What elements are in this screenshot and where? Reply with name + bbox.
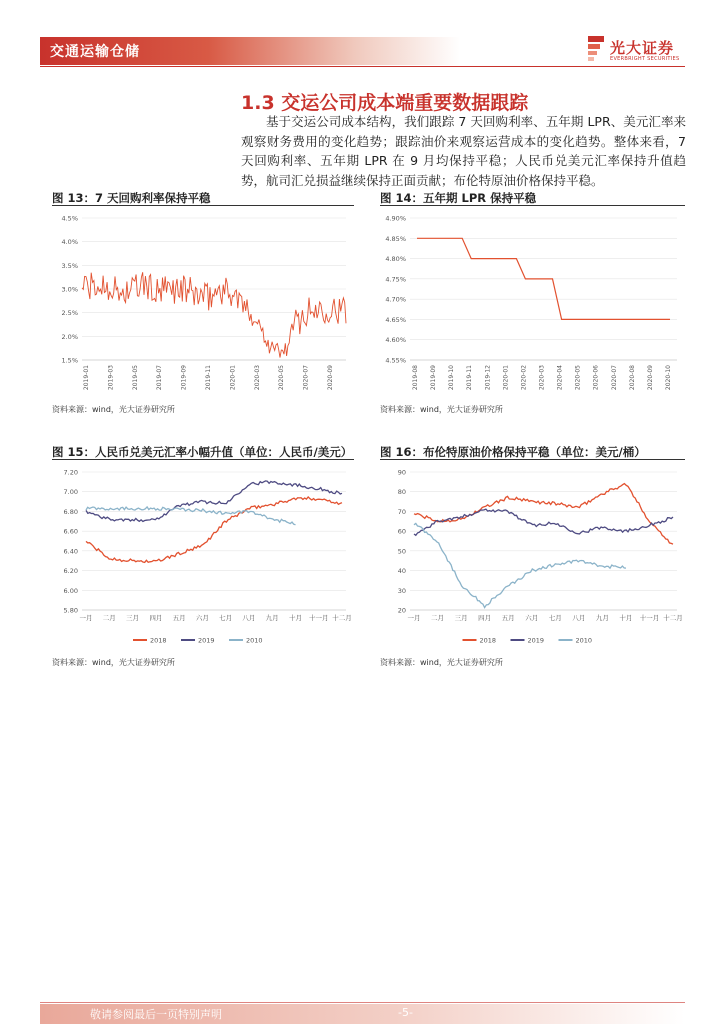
fx-ytick-label: 6.40 [63,547,78,556]
lpr-xtick-label: 2019-12 [484,365,492,391]
oil-ytick-label: 40 [397,567,406,576]
lpr-ytick-label: 4.65% [385,315,406,324]
figure-16-rule [380,459,685,460]
oil-ytick-label: 60 [397,527,406,536]
oil-xtick-label: 九月 [595,614,609,622]
lpr-xtick-label: 2020-04 [556,365,564,391]
repo-xtick-label: 2019-03 [107,365,115,391]
repo-series-line [82,272,346,357]
figure-14-rule [380,205,685,206]
oil-ytick-label: 90 [397,468,406,477]
oil-xtick-label: 十一月 [639,614,660,622]
oil-legend-label-2010: 2010 [575,636,593,645]
logo-text-cn: 光大证券 [610,39,675,57]
chart-usdcny [52,462,354,650]
brand-logo [588,36,688,66]
repo-ytick-label: 2.5% [61,309,78,318]
fx-xtick-label: 十月 [288,614,302,622]
oil-xtick-label: 一月 [407,614,421,622]
repo-xtick-label: 2020-03 [253,365,261,391]
oil-xtick-label: 十月 [619,614,633,622]
lpr-ytick-label: 4.60% [385,336,406,345]
oil-xtick-label: 六月 [525,614,539,622]
fx-xtick-label: 八月 [242,614,256,622]
header-section-label: 交通运输仓储 [50,44,140,60]
fx-xtick-label: 四月 [149,614,163,622]
oil-xtick-label: 二月 [431,614,445,622]
logo-text-en: EVERBRIGHT SECURITIES [610,56,680,62]
figure-16-title: 图 16：布伦特原油价格保持平稳（单位：美元/桶） [380,445,646,459]
oil-xtick-label: 五月 [501,614,515,622]
repo-xtick-label: 2020-09 [327,365,334,391]
header-divider [40,66,685,67]
repo-xtick-label: 2020-01 [229,365,237,391]
oil-legend-label-2019: 2019 [527,636,545,645]
fx-ytick-label: 6.20 [63,567,78,576]
chart-brent [380,462,685,650]
fx-ytick-label: 6.60 [63,527,78,536]
lpr-xtick-label: 2020-01 [502,365,510,391]
fx-ytick-label: 5.80 [63,606,78,615]
repo-ytick-label: 3.0% [61,285,78,294]
lpr-xtick-label: 2019-08 [412,365,419,391]
lpr-xtick-label: 2020-08 [628,365,636,391]
fx-xtick-label: 十一月 [308,614,329,622]
repo-xtick-label: 2019-11 [205,365,212,391]
chart-lpr [380,208,685,398]
figure-16-source: 资料来源：wind，光大证券研究所 [380,658,503,667]
oil-xtick-label: 八月 [572,614,586,622]
footer-divider [40,1002,685,1003]
figure-14-source: 资料来源：wind，光大证券研究所 [380,405,503,414]
section-title: 1.3 交运公司成本端重要数据跟踪 [241,92,529,114]
lpr-ytick-label: 4.90% [385,214,406,223]
fx-xtick-label: 七月 [219,614,233,622]
oil-ytick-label: 50 [397,547,406,556]
lpr-xtick-label: 2020-07 [610,365,618,391]
fx-xtick-label: 九月 [265,614,279,622]
oil-xtick-label: 三月 [454,614,468,622]
fx-legend-label-2019: 2019 [198,636,215,645]
lpr-ytick-label: 4.75% [385,275,406,284]
lpr-xtick-label: 2020-02 [520,365,528,391]
section-paragraph: 基于交运公司成本结构，我们跟踪 7 天回购利率、五年期 LPR、美元汇率来观察财务费用的变化趋势；跟踪油价来观察运营成本的变化趋势。整体来看，7 天回购利率、五年期 LPR 在 9 月均保持平稳；人民币兑美元汇率保持升值趋势，航司汇兑损益继续保持正面贡献；布伦特原油价格保持平稳。 [241,114,686,188]
oil-ytick-label: 70 [397,507,406,516]
fx-xtick-label: 二月 [102,614,116,622]
oil-ytick-label: 20 [397,606,406,615]
oil-xtick-label: 四月 [478,614,492,622]
repo-xtick-label: 2020-05 [278,365,286,391]
lpr-ytick-label: 4.70% [385,295,406,304]
lpr-xtick-label: 2020-05 [574,365,582,391]
repo-xtick-label: 2019-09 [180,365,188,391]
repo-xtick-label: 2019-01 [83,365,90,391]
figure-15-source: 资料来源：wind，光大证券研究所 [52,658,175,667]
fx-series-2010-line [86,507,296,525]
repo-ytick-label: 2.0% [61,332,78,341]
repo-xtick-label: 2020-07 [302,365,310,391]
lpr-xtick-label: 2019-11 [466,365,474,391]
figure-13-rule [52,205,354,206]
oil-xtick-label: 十二月 [663,614,683,622]
repo-xtick-label: 2019-05 [131,365,139,391]
repo-ytick-label: 3.5% [61,261,78,270]
lpr-ytick-label: 4.80% [385,255,406,264]
oil-ytick-label: 30 [397,586,406,595]
lpr-ytick-label: 4.55% [385,356,406,365]
figure-15-title: 图 15：人民币兑美元汇率小幅升值（单位：人民币/美元） [52,445,353,459]
page-number: -5- [398,1006,413,1019]
chart-repo-rate [52,208,354,398]
lpr-xtick-label: 2019-10 [448,365,456,391]
footer-disclaimer: 敬请参阅最后一页特别声明 [90,1008,222,1021]
lpr-xtick-label: 2020-03 [538,365,546,391]
logo-mark-icon [588,36,604,62]
fx-xtick-label: 五月 [172,614,186,622]
lpr-xtick-label: 2020-09 [646,365,654,391]
fx-xtick-label: 一月 [79,614,93,622]
figure-13-source: 资料来源：wind，光大证券研究所 [52,405,175,414]
fx-ytick-label: 7.20 [63,468,78,477]
figure-14-title: 图 14：五年期 LPR 保持平稳 [380,191,537,205]
lpr-ytick-label: 4.85% [385,234,406,243]
fx-ytick-label: 6.80 [63,507,78,516]
oil-ytick-label: 80 [397,488,406,497]
lpr-xtick-label: 2020-10 [665,365,672,391]
fx-xtick-label: 十二月 [332,614,352,622]
repo-ytick-label: 1.5% [61,356,78,365]
fx-ytick-label: 7.00 [63,488,78,497]
fx-xtick-label: 六月 [195,614,209,622]
fx-series-2019-line [86,481,342,522]
fx-legend-label-2010: 2010 [246,636,263,645]
fx-ytick-label: 6.00 [63,586,78,595]
fx-legend-label-2018: 2018 [150,636,167,645]
figure-13-title: 图 13：7 天回购利率保持平稳 [52,191,211,205]
repo-ytick-label: 4.0% [61,238,78,247]
fx-xtick-label: 三月 [126,614,140,622]
repo-ytick-label: 4.5% [61,214,78,223]
repo-xtick-label: 2019-07 [156,365,164,391]
oil-legend-label-2018: 2018 [479,636,497,645]
oil-series-2010-line [414,523,626,607]
figure-15-rule [52,459,354,460]
fx-series-2018-line [86,497,342,562]
oil-xtick-label: 七月 [548,614,562,622]
oil-series-2018-line [414,484,673,544]
lpr-xtick-label: 2020-06 [592,365,600,391]
lpr-xtick-label: 2019-09 [430,365,438,391]
